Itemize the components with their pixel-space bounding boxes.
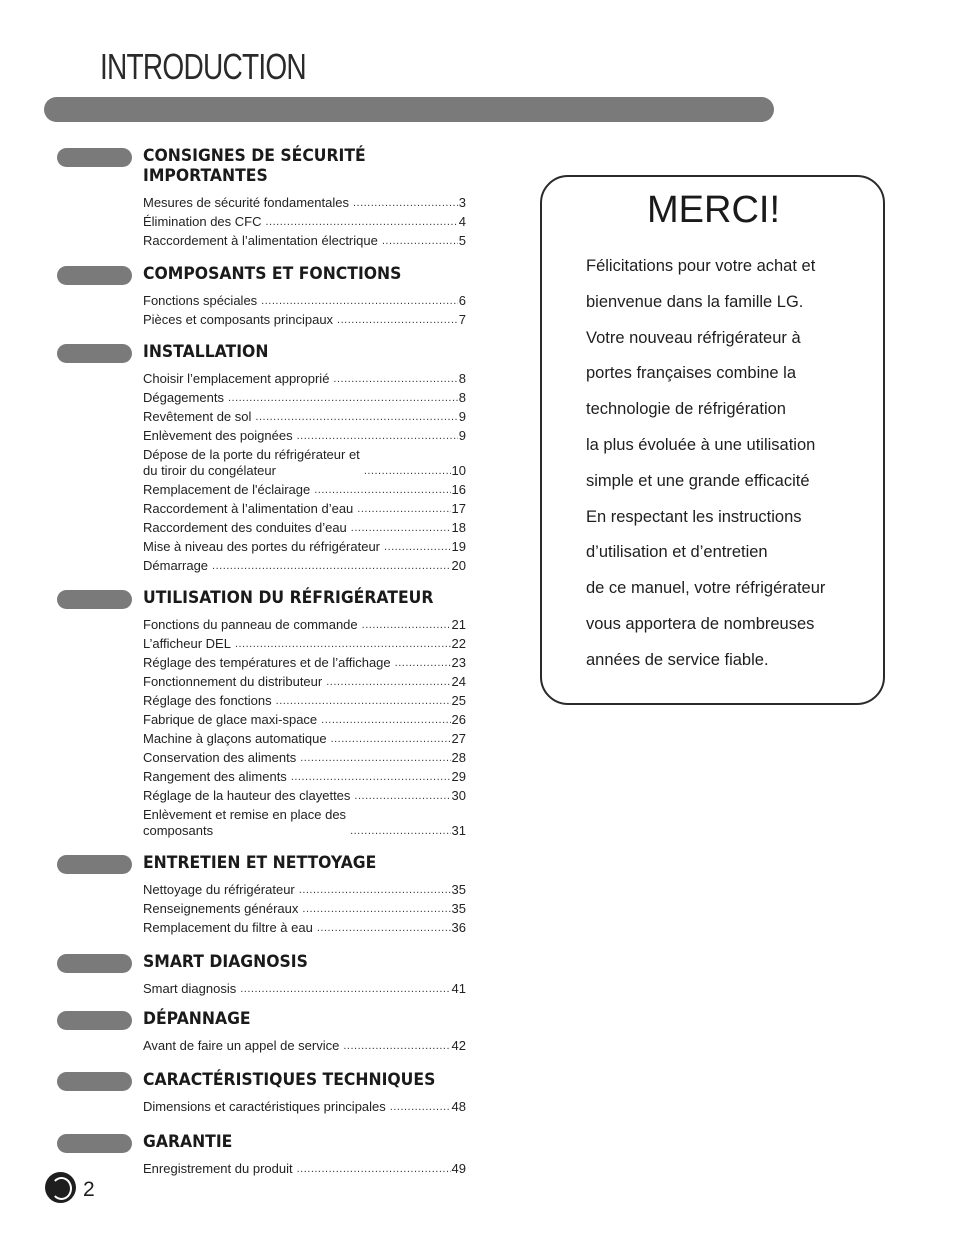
toc-entry[interactable] xyxy=(143,712,466,728)
entry-label: Revêtement de sol xyxy=(143,409,252,424)
entry-page-number: 23 xyxy=(451,655,466,670)
entry-label: Pièces et composants principaux xyxy=(143,312,334,327)
section-pill xyxy=(57,344,132,363)
entry-leader-dots xyxy=(291,769,451,785)
merci-line: En respectant les instructions xyxy=(586,507,802,526)
entry-leader-dots xyxy=(297,428,458,444)
section-pill xyxy=(57,855,132,874)
entry-leader-dots xyxy=(395,655,451,671)
merci-line: la plus évoluée à une utilisation xyxy=(586,435,816,454)
entry-page-number: 25 xyxy=(451,693,466,708)
entry-label: Dimensions et caractéristiques principales xyxy=(143,1099,386,1114)
entry-page-number: 19 xyxy=(451,539,466,554)
section-pill xyxy=(57,266,132,285)
entry-page-number: 10 xyxy=(451,463,466,478)
entry-leader-dots xyxy=(261,293,458,309)
entry-leader-dots xyxy=(343,1038,450,1054)
entry-leader-dots xyxy=(317,920,451,936)
section-entries xyxy=(143,882,466,939)
entry-page-number: 7 xyxy=(458,312,466,327)
entry-leader-dots xyxy=(331,731,451,747)
merci-line: de ce manuel, votre réfrigérateur xyxy=(586,579,826,598)
page-number: 2 xyxy=(83,1178,95,1201)
entry-label: Raccordement à l’alimentation d’eau xyxy=(143,501,354,516)
entry-page-number: 42 xyxy=(451,1038,466,1053)
entry-label: Fonctions spéciales xyxy=(143,293,258,308)
entry-page-number: 41 xyxy=(451,981,466,996)
entry-leader-dots xyxy=(228,390,458,406)
toc-entry[interactable] xyxy=(143,195,466,211)
entry-leader-dots xyxy=(266,214,458,230)
entry-leader-dots xyxy=(354,788,450,804)
entry-label: Mise à niveau des portes du réfrigérateur xyxy=(143,539,381,554)
section-pill xyxy=(57,954,132,973)
entry-leader-dots xyxy=(384,539,451,555)
entry-leader-dots xyxy=(299,882,451,898)
merci-line: simple et une grande efficacité xyxy=(586,471,810,490)
entry-label: Choisir l’emplacement approprié xyxy=(143,371,330,386)
entry-label: Fabrique de glace maxi-space xyxy=(143,712,318,727)
entry-label: Conservation des aliments xyxy=(143,750,297,765)
entry-leader-dots xyxy=(326,674,450,690)
entry-label-line2: composants xyxy=(143,823,214,838)
entry-page-number: 5 xyxy=(458,233,466,248)
toc-entry[interactable] xyxy=(143,981,466,997)
section-title: SMART DIAGNOSIS xyxy=(143,952,308,972)
section-entries xyxy=(143,293,466,331)
entry-label: Raccordement à l’alimentation électrique xyxy=(143,233,378,248)
entry-leader-dots xyxy=(235,636,451,652)
entry-label: Élimination des CFC xyxy=(143,214,262,229)
entry-leader-dots xyxy=(390,1099,451,1115)
entry-page-number: 48 xyxy=(451,1099,466,1114)
entry-leader-dots xyxy=(212,558,451,574)
entry-label: Smart diagnosis xyxy=(143,981,237,996)
merci-text xyxy=(586,249,876,679)
entry-page-number: 35 xyxy=(451,882,466,897)
entry-label: Renseignements généraux xyxy=(143,901,299,916)
entry-label: Raccordement des conduites d’eau xyxy=(143,520,347,535)
merci-line: Félicitations pour votre achat et xyxy=(586,257,816,275)
entry-label: Réglage de la hauteur des clayettes xyxy=(143,788,351,803)
entry-label: Avant de faire un appel de service xyxy=(143,1038,340,1053)
merci-line: portes françaises combine la xyxy=(586,364,797,383)
entry-page-number: 18 xyxy=(451,520,466,535)
entry-leader-dots xyxy=(351,520,451,536)
entry-page-number: 49 xyxy=(451,1161,466,1176)
entry-page-number: 17 xyxy=(451,501,466,516)
entry-page-number: 35 xyxy=(451,901,466,916)
entry-page-number: 36 xyxy=(451,920,466,935)
entry-page-number: 26 xyxy=(451,712,466,727)
toc-entry[interactable] xyxy=(143,655,466,671)
entry-label: Nettoyage du réfrigérateur xyxy=(143,882,295,897)
toc-entry[interactable] xyxy=(143,409,466,425)
entry-leader-dots xyxy=(357,501,450,517)
section-title: CARACTÉRISTIQUES TECHNIQUES xyxy=(143,1070,436,1090)
toc-entry[interactable] xyxy=(143,371,466,387)
toc-entry[interactable] xyxy=(143,617,466,633)
entry-leader-dots xyxy=(314,482,450,498)
section-title: ENTRETIEN ET NETTOYAGE xyxy=(143,853,377,873)
entry-page-number: 31 xyxy=(451,823,466,838)
entry-page-number: 28 xyxy=(451,750,466,765)
toc-entry[interactable] xyxy=(143,750,466,766)
toc-entry[interactable] xyxy=(143,1038,466,1054)
toc-entry[interactable] xyxy=(143,1099,466,1115)
toc-entry[interactable] xyxy=(143,882,466,898)
toc-entry[interactable] xyxy=(143,520,466,536)
toc-entry[interactable] xyxy=(143,674,466,690)
section-entries xyxy=(143,371,466,577)
section-entries xyxy=(143,1161,466,1180)
page-title: INTRODUCTION xyxy=(100,46,306,87)
lg-logo-ring xyxy=(51,1177,72,1200)
toc-entry[interactable] xyxy=(143,636,466,652)
entry-label: Dégagements xyxy=(143,390,224,405)
toc-entry[interactable] xyxy=(143,312,466,328)
entry-leader-dots xyxy=(276,693,451,709)
entry-leader-dots xyxy=(382,233,458,249)
toc-entry[interactable] xyxy=(143,788,466,804)
merci-line: technologie de réfrigération xyxy=(586,400,786,419)
entry-page-number: 30 xyxy=(451,788,466,803)
section-entries xyxy=(143,195,466,252)
entry-page-number: 29 xyxy=(451,769,466,784)
section-title: INSTALLATION xyxy=(143,342,269,362)
entry-leader-dots xyxy=(337,312,458,328)
entry-page-number: 9 xyxy=(458,409,466,424)
merci-line: bienvenue dans la famille LG. xyxy=(586,292,804,311)
section-title: DÉPANNAGE xyxy=(143,1009,251,1029)
entry-label-line2: du tiroir du congélateur xyxy=(143,463,276,478)
merci-line: vous apportera de nombreuses xyxy=(586,614,815,633)
toc-entry[interactable] xyxy=(143,693,466,709)
entry-page-number: 8 xyxy=(458,371,466,386)
entry-label: Remplacement de l'éclairage xyxy=(143,482,311,497)
entry-label-line1: Dépose de la porte du réfrigérateur et xyxy=(143,447,360,462)
entry-leader-dots xyxy=(321,712,450,728)
entry-label: Démarrage xyxy=(143,558,209,573)
section-entries xyxy=(143,1099,466,1118)
section-title: CONSIGNES DE SÉCURITÉ IMPORTANTES xyxy=(143,146,366,186)
toc-entry[interactable] xyxy=(143,501,466,517)
entry-label: L’afficheur DEL xyxy=(143,636,231,651)
entry-label: Enregistrement du produit xyxy=(143,1161,293,1176)
section-title: UTILISATION DU RÉFRIGÉRATEUR xyxy=(143,588,434,608)
entry-label: Réglage des températures et de l’affichage xyxy=(143,655,391,670)
section-pill xyxy=(57,148,132,167)
toc-entry[interactable] xyxy=(143,769,466,785)
entry-label xyxy=(143,807,346,839)
merci-title: MERCI! xyxy=(647,189,780,231)
merci-line: d’utilisation et d’entretien xyxy=(586,543,768,562)
merci-line: années de service fiable. xyxy=(586,650,769,669)
entry-label: Machine à glaçons automatique xyxy=(143,731,327,746)
toc-entry[interactable] xyxy=(143,901,466,917)
section-entries xyxy=(143,1038,466,1057)
toc-entry[interactable] xyxy=(143,214,466,230)
toc-entry[interactable] xyxy=(143,558,466,574)
section-pill xyxy=(57,1011,132,1030)
entry-leader-dots xyxy=(302,901,450,917)
entry-page-number: 27 xyxy=(451,731,466,746)
lg-logo-icon xyxy=(45,1172,76,1203)
entry-leader-dots xyxy=(353,195,458,211)
entry-leader-dots xyxy=(240,981,450,997)
entry-label xyxy=(143,447,360,479)
entry-page-number: 16 xyxy=(451,482,466,497)
entry-leader-dots xyxy=(333,371,457,387)
entry-label: Enlèvement des poignées xyxy=(143,428,293,443)
toc-entry[interactable] xyxy=(143,539,466,555)
section-title: COMPOSANTS ET FONCTIONS xyxy=(143,264,402,284)
entry-page-number: 22 xyxy=(451,636,466,651)
entry-page-number: 9 xyxy=(458,428,466,443)
entry-page-number: 20 xyxy=(451,558,466,573)
section-pill xyxy=(57,590,132,609)
entry-leader-dots xyxy=(350,823,450,839)
entry-leader-dots xyxy=(362,617,451,633)
toc-entry[interactable] xyxy=(143,390,466,406)
section-pill xyxy=(57,1072,132,1091)
entry-label: Réglage des fonctions xyxy=(143,693,272,708)
toc-entry[interactable] xyxy=(143,807,466,839)
section-pill xyxy=(57,1134,132,1153)
entry-page-number: 21 xyxy=(451,617,466,632)
entry-leader-dots xyxy=(255,409,457,425)
entry-label: Rangement des aliments xyxy=(143,769,287,784)
entry-page-number: 4 xyxy=(458,214,466,229)
entry-label: Fonctions du panneau de commande xyxy=(143,617,358,632)
entry-label: Mesures de sécurité fondamentales xyxy=(143,195,349,210)
toc-entry[interactable] xyxy=(143,1161,466,1177)
entry-leader-dots xyxy=(300,750,450,766)
entry-leader-dots xyxy=(364,463,451,479)
toc-entry[interactable] xyxy=(143,233,466,249)
toc-entry[interactable] xyxy=(143,447,466,479)
toc-entry[interactable] xyxy=(143,482,466,498)
toc-entry[interactable] xyxy=(143,293,466,309)
merci-line: Votre nouveau réfrigérateur à xyxy=(586,328,801,347)
entry-label: Remplacement du filtre à eau xyxy=(143,920,313,935)
toc-entry[interactable] xyxy=(143,428,466,444)
entry-page-number: 24 xyxy=(451,674,466,689)
section-entries xyxy=(143,617,466,842)
entry-label: Fonctionnement du distributeur xyxy=(143,674,323,689)
section-title: GARANTIE xyxy=(143,1132,233,1152)
entry-page-number: 6 xyxy=(458,293,466,308)
toc-entry[interactable] xyxy=(143,731,466,747)
entry-label-line1: Enlèvement et remise en place des xyxy=(143,807,347,822)
entry-page-number: 8 xyxy=(458,390,466,405)
merci-box xyxy=(540,175,885,705)
entry-page-number: 3 xyxy=(458,195,466,210)
section-entries xyxy=(143,981,466,1000)
entry-leader-dots xyxy=(297,1161,451,1177)
toc-entry[interactable] xyxy=(143,920,466,936)
